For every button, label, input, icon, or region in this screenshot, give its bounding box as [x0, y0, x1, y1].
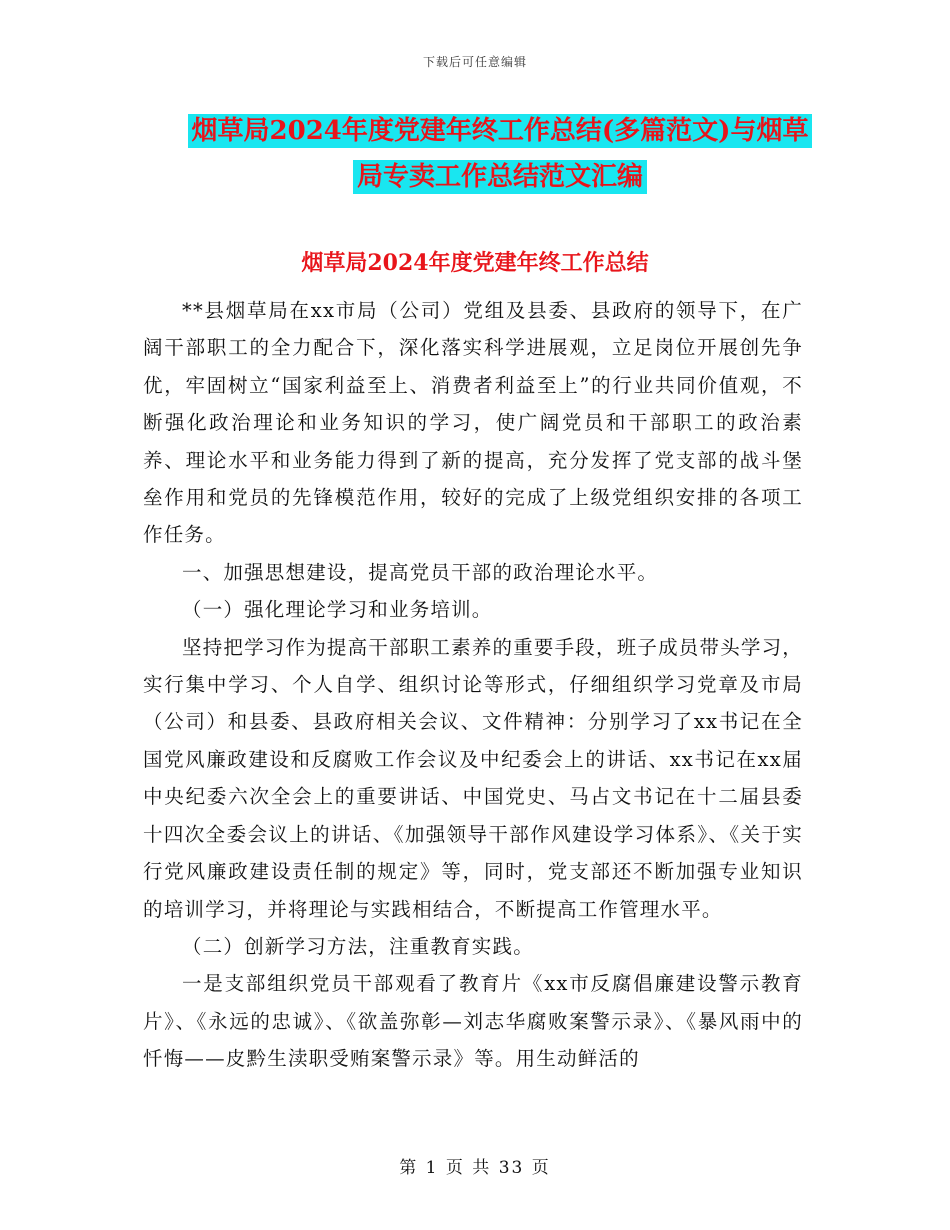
body-paragraph-study: 坚持把学习作为提高干部职工素养的重要手段，班子成员带头学习，实行集中学习、个人自学、组织讨论等形式，仔细组织学习党章及市局（公司）和县委、县政府相关会议、文件精神：分别学习了xx书记在全国党风廉政建设和反腐败工作会议及中纪委会上的讲话、xx书记在xx届中央纪委六次全会上的重要讲话、中国党史、马占文书记在十二届县委十四次全委会议上的讲话、《加强领导干部作风建设学习体系》、《关于实行党风廉政建设责任制的规定》等，同时，党支部还不断加强专业知识的培训学习，并将理论与实践相结合，不断提高工作管理水平。 — [143, 635, 804, 921]
document-body — [143, 292, 803, 1078]
document-title-line-1: 烟草局2024年度党建年终工作总结(多篇范文)与烟草 — [188, 114, 813, 148]
body-subheading-2: （二）创新学习方法，注重教育实践。 — [182, 934, 534, 958]
page-header-note: 下载后可任意编辑 — [422, 55, 527, 69]
page-footer: 第 1 页 共 33 页 — [399, 1158, 551, 1178]
document-title — [185, 108, 815, 200]
body-paragraph-intro: **县烟草局在xx市局（公司）党组及县委、县政府的领导下，在广阔干部职工的全力配合下，深化落实科学进展观，立足岗位开展创先争优，牢固树立“国家利益至上、消费者利益至上”的行业共同价值观，不断强化政治理论和业务知识的学习，使广阔党员和干部职工的政治素养、理论水平和业务能力得到了新的提高，充分发挥了党支部的战斗堡垒作用和党员的先锋模范作用，较好的完成了上级党组织安排的各项工作任务。 — [143, 299, 803, 547]
body-subheading-1: （一）强化理论学习和业务培训。 — [182, 598, 493, 622]
section-title: 烟草局2024年度党建年终工作总结 — [301, 250, 649, 276]
body-heading-1: 一、加强思想建设，提高党员干部的政治理论水平。 — [182, 560, 659, 584]
body-paragraph-education: 一是支部组织党员干部观看了教育片《xx市反腐倡廉建设警示教育片》、《永远的忠诚》、《欲盖弥彰—刘志华腐败案警示录》、《暴风雨中的忏悔——皮黔生渎职受贿案警示录》等。用生动鲜活的 — [143, 972, 803, 1071]
document-title-line-2: 局专卖工作总结范文汇编 — [353, 160, 647, 194]
